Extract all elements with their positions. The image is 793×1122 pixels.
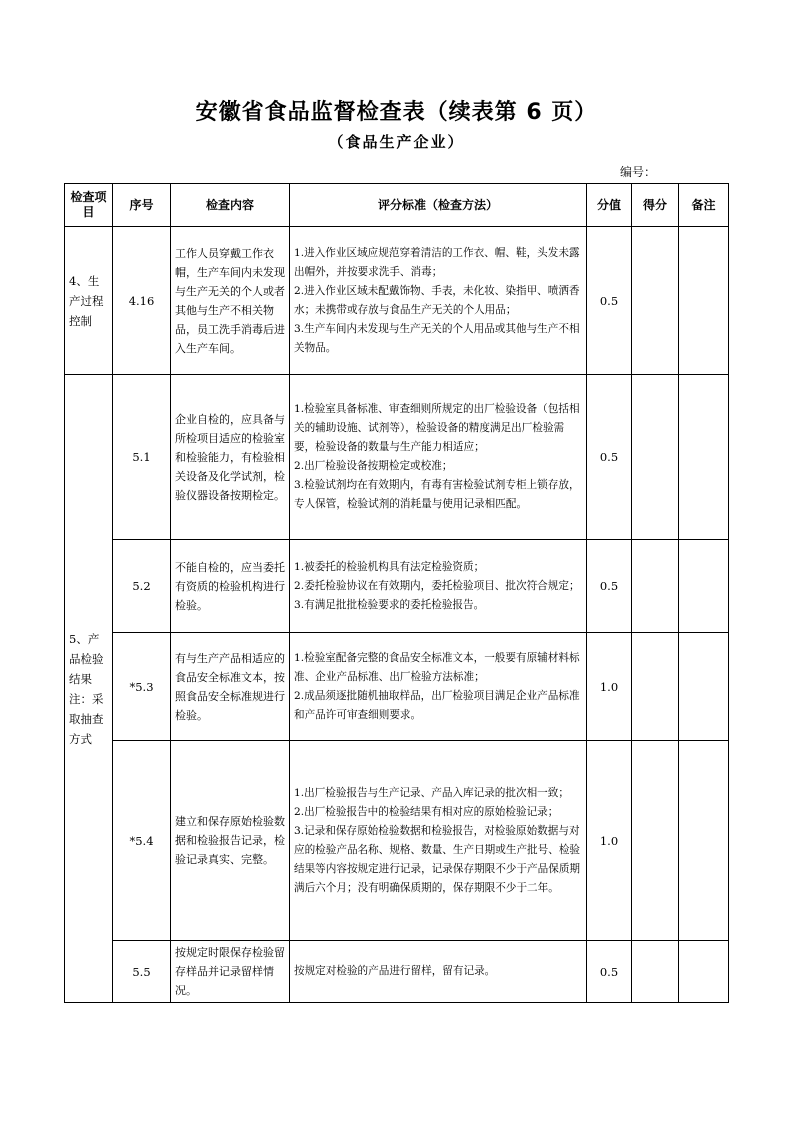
item-code: 5.1	[113, 375, 171, 540]
serial-number-label: 编号：	[620, 165, 657, 179]
remarks-cell[interactable]	[679, 540, 729, 633]
item-criteria	[290, 941, 587, 1003]
header-remarks: 备注	[679, 184, 729, 227]
item-criteria	[290, 741, 587, 941]
points-cell[interactable]	[632, 540, 679, 633]
item-content: 建立和保存原始检验数据和检验报告记录，检验记录真实、完整。	[171, 741, 290, 941]
category-cell: 4、生产过程控制	[65, 227, 113, 375]
table-row	[65, 941, 729, 1003]
criteria-line: 2.出厂检验设备按期检定或校准；	[294, 460, 453, 472]
remarks-cell[interactable]	[679, 741, 729, 941]
criteria-line: 2.成品须逐批随机抽取样品，出厂检验项目满足企业产品标准和产品许可审查细则要求。	[294, 689, 580, 721]
criteria-line: 2.进入作业区域未配戴饰物、手表，未化妆、染指甲、喷洒香水；未携带或存放与食品生产无关的个人用品；	[294, 284, 580, 316]
item-content: 有与生产产品相适应的食品安全标准文本，按照食品安全标准规进行检验。	[171, 633, 290, 741]
table-row	[65, 633, 729, 741]
header-content: 检查内容	[171, 184, 290, 227]
criteria-line: 按规定对检验的产品进行留样，留有记录。	[294, 965, 496, 977]
table-row	[65, 227, 729, 375]
item-content: 不能自检的，应当委托有资质的检验机构进行检验。	[171, 540, 290, 633]
remarks-cell[interactable]	[679, 941, 729, 1003]
item-criteria	[290, 375, 587, 540]
criteria-line: 3.记录和保存原始检验数据和检验报告，对检验原始数据与对应的检验产品名称、规格、数量、生产日期或生产批号、检验结果等内容按规定进行记录，记录保存期限不少于产品保质期满后六个月；没有明确保质期的，保存期限不少于二年。	[294, 824, 581, 894]
criteria-line: 3.生产车间内未发现与生产无关的个人用品或其他与生产不相关物品。	[294, 322, 580, 354]
item-code: *5.3	[113, 633, 171, 741]
points-cell[interactable]	[632, 941, 679, 1003]
item-code: 4.16	[113, 227, 171, 375]
item-code: 5.5	[113, 941, 171, 1003]
item-score: 0.5	[587, 375, 632, 540]
header-code: 序号	[113, 184, 171, 227]
header-criteria: 评分标准（检查方法）	[290, 184, 587, 227]
header-points: 得分	[632, 184, 679, 227]
points-cell[interactable]	[632, 227, 679, 375]
table-row	[65, 375, 729, 540]
item-content: 按规定时限保存检验留存样品并记录留样情况。	[171, 941, 290, 1003]
points-cell[interactable]	[632, 633, 679, 741]
page-title: 安徽省食品监督检查表（续表第 6 页）	[195, 100, 598, 125]
item-criteria	[290, 227, 587, 375]
criteria-line: 2.出厂检验报告中的检验结果有相对应的原始检验记录；	[294, 805, 559, 818]
table-row	[65, 540, 729, 633]
remarks-cell[interactable]	[679, 375, 729, 540]
item-score: 0.5	[587, 227, 632, 375]
item-code: 5.2	[113, 540, 171, 633]
item-criteria	[290, 633, 587, 741]
criteria-line: 1.进入作业区域应规范穿着清洁的工作衣、帽、鞋，头发未露出帽外，并按要求洗手、消毒；	[294, 246, 580, 278]
table-row	[65, 741, 729, 941]
item-content: 企业自检的，应具备与所检项目适应的检验室和检验能力，有检验相关设备及化学试剂，检验仪器设备按期检定。	[171, 375, 290, 540]
item-criteria	[290, 540, 587, 633]
page-subtitle: （食品生产企业）	[328, 133, 465, 151]
item-score: 1.0	[587, 741, 632, 941]
criteria-line: 1.出厂检验报告与生产记录、产品入库记录的批次相一致；	[294, 786, 569, 799]
criteria-line: 1.检验室具备标准、审查细则所规定的出厂检验设备（包括相关的辅助设施、试剂等），检验设备的精度满足出厂检验需要，检验设备的数量与生产能力相适应；	[294, 403, 580, 453]
item-code: *5.4	[113, 741, 171, 941]
points-cell[interactable]	[632, 741, 679, 941]
item-content: 工作人员穿戴工作衣帽，生产车间内未发现与生产无关的个人或者其他与生产不相关物品，员工洗手消毒后进入生产车间。	[171, 227, 290, 375]
table-header-row	[65, 184, 729, 227]
points-cell[interactable]	[632, 375, 679, 540]
category-cell: 5、产品检验结果注：采取抽查方式	[65, 375, 113, 1003]
item-score: 1.0	[587, 633, 632, 741]
criteria-line: 3.有满足批批检验要求的委托检验报告。	[294, 598, 485, 611]
criteria-line: 1.被委托的检验机构具有法定检验资质；	[294, 560, 485, 573]
inspection-table	[64, 183, 729, 1003]
header-score: 分值	[587, 184, 632, 227]
item-score: 0.5	[587, 540, 632, 633]
criteria-line: 3.检验试剂均在有效期内，有毒有害检验试剂专柜上锁存放，专人保管，检验试剂的消耗量与使用记录相匹配。	[294, 479, 580, 510]
header-category: 检查项目	[65, 184, 113, 227]
criteria-line: 2.委托检验协议在有效期内，委托检验项目、批次符合规定；	[294, 579, 580, 592]
item-score: 0.5	[587, 941, 632, 1003]
criteria-line: 1.检验室配备完整的食品安全标准文本，一般要有原辅材料标准、企业产品标准、出厂检验方法标准；	[294, 651, 580, 683]
remarks-cell[interactable]	[679, 227, 729, 375]
remarks-cell[interactable]	[679, 633, 729, 741]
